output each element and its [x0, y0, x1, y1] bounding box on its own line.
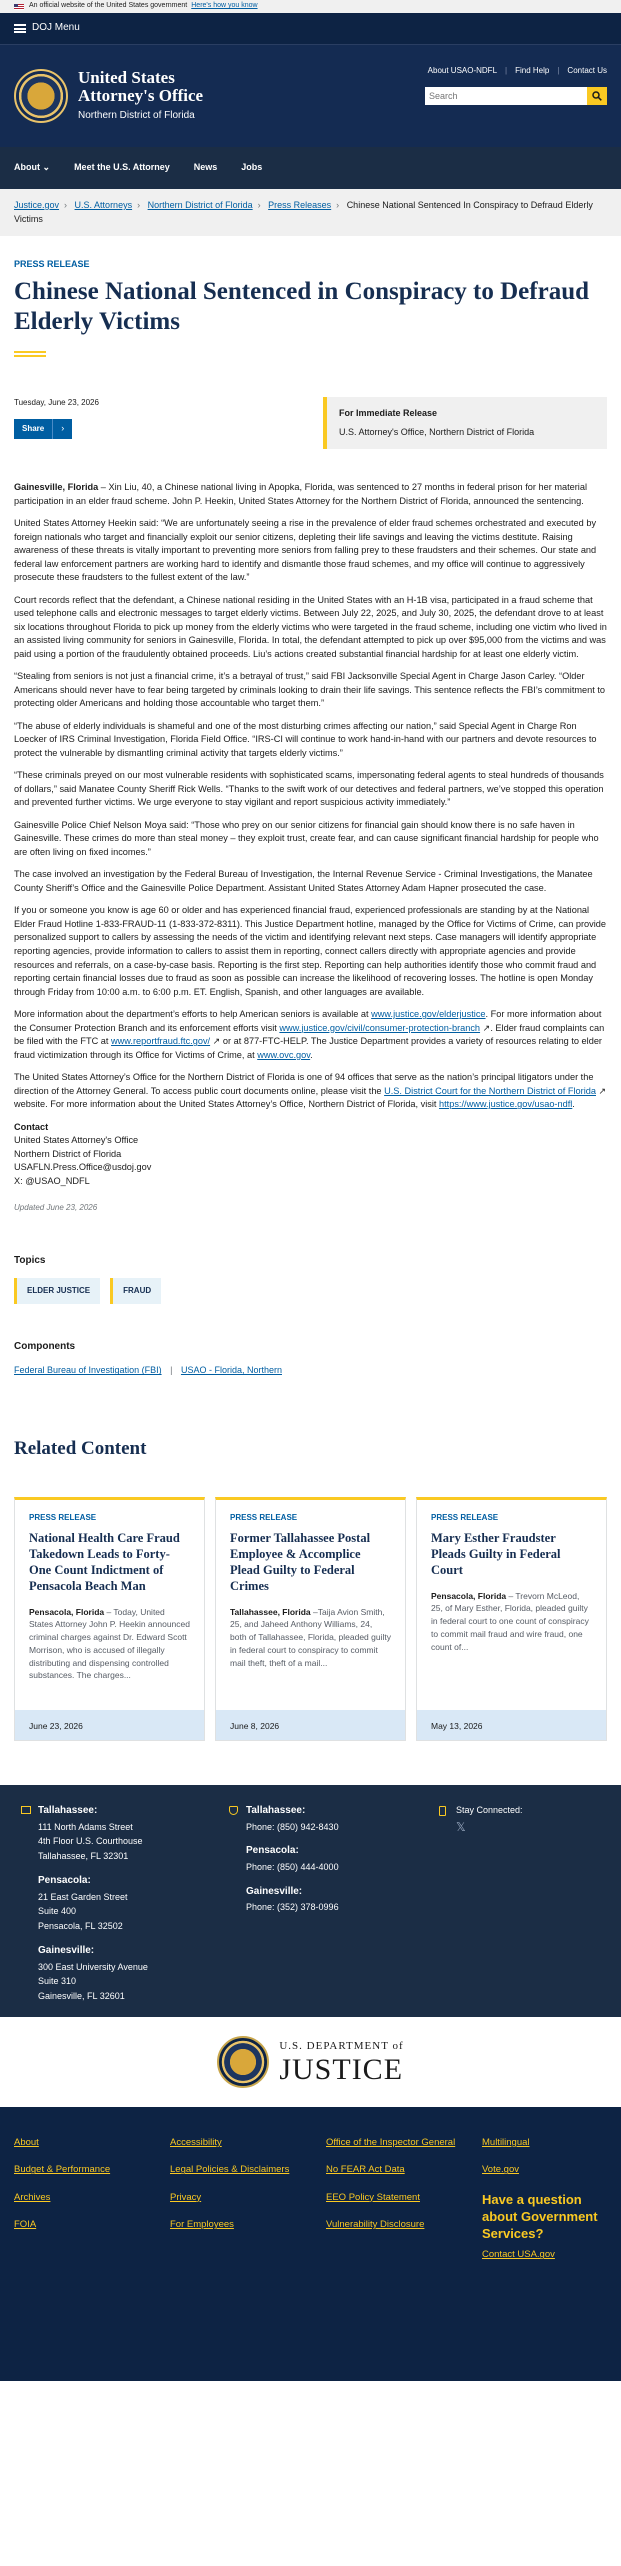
breadcrumb-separator: ›: [257, 200, 261, 210]
site-title-line1: United States: [78, 67, 175, 87]
find-help-link[interactable]: Find Help: [515, 66, 550, 75]
phone-icon: [229, 1806, 238, 1815]
article-paragraph: “Stealing from seniors is not just a financial crime, it’s a betrayal of trust,” said FBI Jacksonville Special Agent in Charge Jason Carley. “Older Americans should never have to fear being targeted by criminals looking to drain their life savings. This sentence reflects the FBI’s commitment to protecting older Americans and holding those accountable who target them.”: [14, 671, 606, 709]
footer-link-legal[interactable]: Legal Policies & Disclaimers: [170, 2164, 290, 2176]
elderjustice-link[interactable]: www.justice.gov/elderjustice: [371, 1009, 486, 1020]
doj-seal-icon[interactable]: [217, 2036, 269, 2088]
footer-address-line: Gainesville, FL 32601: [38, 1991, 125, 2002]
footer-city: Gainesville:: [38, 1945, 95, 1957]
footer-address-line: 4th Floor U.S. Courthouse: [38, 1836, 143, 1847]
search-form: [425, 87, 607, 105]
breadcrumb-separator: ›: [336, 200, 340, 210]
breadcrumb-justice[interactable]: Justice.gov: [14, 200, 60, 210]
components-list: [14, 1364, 607, 1377]
release-office: U.S. Attorney's Office, Northern District of Florida: [339, 427, 535, 438]
card-excerpt: Pensacola, Florida – Today, United States Attorney John P. Heekin announced criminal charges against Dr. Edward Scott Morrison, who is accused of illegally distributing and dispensing controlled substances. The charges...: [29, 1606, 190, 1681]
contact-block: [14, 1121, 607, 1189]
card-excerpt: Pensacola, Florida – Trevorn McLeod, 25, of Mary Esther, Florida, pleaded guilty in federal court to one count of conspiracy to commit mail fraud and wire fraud, one count of...: [431, 1590, 589, 1652]
mobile-icon: [439, 1806, 446, 1816]
footer-address-line: 300 East University Avenue: [38, 1961, 148, 1972]
contact-line: Northern District of Florida: [14, 1148, 122, 1159]
footer-link-employees[interactable]: For Employees: [170, 2219, 234, 2231]
card-date: June 8, 2026: [216, 1710, 405, 1740]
doj-wordmark-line2: JUSTICE: [279, 2053, 404, 2086]
footer-link-budget[interactable]: Budget & Performance: [14, 2164, 111, 2176]
chevron-right-icon[interactable]: ›: [52, 419, 72, 439]
footer-links-col3: [326, 2137, 456, 2246]
card-kicker: PRESS RELEASE: [29, 1513, 97, 1523]
nav-about[interactable]: About ⌄: [14, 162, 51, 173]
component-fbi-link[interactable]: Federal Bureau of Investigation (FBI): [14, 1365, 162, 1376]
article-kicker: PRESS RELEASE: [14, 259, 90, 269]
topics-heading: Topics: [14, 1254, 46, 1266]
breadcrumb-us-attorneys[interactable]: U.S. Attorneys: [74, 200, 133, 210]
doj-menu-bar[interactable]: [0, 13, 621, 45]
footer-links-col1: [14, 2137, 110, 2246]
site-title[interactable]: [78, 69, 203, 124]
stay-connected-label: Stay Connected:: [456, 1805, 523, 1816]
article-paragraph: United States Attorney Heekin said: “We are unfortunately seeing a rise in the prevalence of elder fraud schemes orchestrated and executed by foreign nationals who target and financially exploit our senior citizens, depleting their life savings and leaving the victims destitute. Raising awareness of these threats is vitally important to preventing more seniors from falling prey to these fraudsters and their schemes. Our state and federal law enforcement partners are working hard to identify and dismantle those fraud schemes, and my office will continue to aggressively prosecute these fraudsters to the fullest extent of the law.”: [14, 518, 597, 583]
article-paragraph: Gainesville, Florida – Xin Liu, 40, a Chinese national living in Apopka, Florida, was sentenced to 27 months in federal prison for her material participation in an elder fraud scheme. John P. Heekin, United States Attorney for the Northern District of Florida, announced the sentencing.: [14, 482, 587, 506]
card-kicker: PRESS RELEASE: [230, 1513, 298, 1523]
article-paragraph: More information about the department’s efforts to help American seniors is available at www.justice.gov/elderjustice. For more information about the Consumer Protection Branch and its enforcement efforts visit www.justice.gov/civil/consumer-protection-branch ↗. Elder fraud complaints can be filed with the FTC at www.reportfraud.ftc.gov/ ↗ or at 877-FTC-HELP. The Justice Department provides a variety of resources relating to elder fraud victimization through its Office for Victims of Crime, at www.ovc.gov.: [14, 1009, 605, 1060]
site-title-line2: Attorney's Office: [78, 86, 204, 106]
mail-icon: [21, 1806, 31, 1814]
search-icon: [592, 91, 602, 101]
page-title: Chinese National Sentenced in Conspiracy to Defraud Elderly Victims: [14, 278, 590, 336]
article-paragraph: “These criminals preyed on our most vulnerable residents with sophisticated scams, impersonating federal agents to steal hundreds of thousands of dollars,” said Manatee County Sheriff Rick Wells. “Thanks to the swift work of our detectives and federal partners, we’ve stopped this operation and prevented further victims. We urge everyone to stay vigilant and report suspicious activity immediately.”: [14, 770, 604, 808]
external-link-icon: ↗: [480, 1022, 491, 1033]
footer-phone[interactable]: Phone: (850) 942-8430: [246, 1821, 339, 1832]
footer-link-foia[interactable]: FOIA: [14, 2219, 37, 2231]
breadcrumb-press-releases[interactable]: Press Releases: [268, 200, 332, 210]
topic-tag-fraud[interactable]: FRAUD: [110, 1278, 161, 1304]
footer-links-col4: [482, 2137, 612, 2262]
footer-link-eeo[interactable]: EEO Policy Statement: [326, 2191, 420, 2203]
chevron-down-icon: ⌄: [42, 162, 51, 173]
nav-jobs[interactable]: Jobs: [241, 162, 263, 173]
question-heading: Have a question about Government Services?: [482, 2191, 598, 2241]
date-share-block: [14, 397, 607, 449]
component-usao-link[interactable]: USAO - Florida, Northern: [180, 1365, 282, 1376]
card-title[interactable]: Former Tallahassee Postal Employee & Accomplice Plead Guilty to Federal Crimes: [230, 1530, 371, 1593]
site-title-district: Northern District of Florida: [78, 109, 195, 121]
footer-addresses: [38, 1803, 148, 2004]
divider: |: [170, 1365, 173, 1376]
footer-address-line: Tallahassee, FL 32301: [38, 1851, 129, 1862]
divider: |: [505, 66, 508, 75]
updated-date: Updated June 23, 2026: [14, 1203, 98, 1213]
footer-link-multilingual[interactable]: Multilingual: [482, 2137, 530, 2149]
divider: |: [557, 66, 560, 75]
footer-city: Pensacola:: [38, 1875, 91, 1887]
footer-phones: [246, 1803, 339, 1915]
footer-phone[interactable]: Phone: (850) 444-4000: [246, 1861, 339, 1872]
dateline: Gainesville, Florida: [14, 482, 99, 493]
footer-link-oig[interactable]: Office of the Inspector General: [326, 2137, 456, 2149]
footer-city: Tallahassee:: [246, 1805, 306, 1817]
bottom-footer: [0, 2107, 621, 2381]
breadcrumb: [0, 189, 621, 236]
consumer-protection-link[interactable]: www.justice.gov/civil/consumer-protection-branch: [279, 1022, 481, 1033]
topic-tag-elder-justice[interactable]: ELDER JUSTICE: [14, 1278, 100, 1304]
article-paragraph: Court records reflect that the defendant, a Chinese national residing in the United States with an H-1B visa, participated in a fraud scheme that used telephone calls and electronic messages to target elderly victims. Between July 22, 2025, and July 30, 2025, the defendant drove to at least six locations throughout Florida to pick up money from the elderly victims who were targeted in the fraud scheme, including one victim who lived in an assisted living community for seniors in Gainesville, Florida. In total, the defendant attempted to pick up over $95,000 from the victims and was paid using a portion of the fraudulently obtained proceeds. Liu’s actions created substantial financial hardship for at least one elderly victim.: [14, 594, 607, 659]
nav-news[interactable]: News: [193, 162, 218, 173]
share-widget: [14, 419, 99, 439]
topic-tags: [14, 1278, 607, 1304]
site-header: [0, 45, 621, 147]
release-heading: For Immediate Release: [339, 408, 438, 419]
doj-menu-label[interactable]: DOJ Menu: [32, 22, 80, 34]
article-body: [14, 481, 607, 1214]
breadcrumb-current: Chinese National Sentenced In Conspiracy to Defraud Elderly Victims: [14, 200, 593, 224]
footer-social: [456, 1803, 523, 1838]
footer-city: Tallahassee:: [38, 1805, 98, 1817]
card-title[interactable]: National Health Care Fraud Takedown Leads to Forty-One Count Indictment of Pensacola Beach Man: [29, 1530, 180, 1593]
card-excerpt: Tallahassee, Florida –Taija Avion Smith, 25, and Jaheed Anthony Williams, 24, both of Tallahassee, Florida, pleaded guilty in federal court to conspiracy to commit mail theft, theft of a mail...: [230, 1606, 391, 1668]
contact-heading: Contact: [14, 1121, 49, 1132]
article-paragraph: The United States Attorney’s Office for the Northern District of Florida is one of 94 offices that serve as the nation’s principal litigators under the direction of the Attorney General. To access public court documents online, please visit the U.S. District Court for the Northern District of Florida ↗ website. For more information about the United States Attorney’s Office, Northern District of Florida, visit https://www.justice.gov/usao-ndfl.: [14, 1072, 607, 1110]
footer-address-line: Suite 310: [38, 1976, 77, 1987]
card-title[interactable]: Mary Esther Fraudster Pleads Guilty in Federal Court: [431, 1530, 561, 1577]
article-paragraph: The case involved an investigation by the Federal Bureau of Investigation, the Internal Revenue Service - Criminal Investigations, the Manatee County Sheriff’s Office and the Gainesville Police Department. Assistant United States Attorney Adam Hapner prosecuted the case.: [14, 869, 593, 893]
related-heading: Related Content: [14, 1438, 147, 1460]
breadcrumb-district[interactable]: Northern District of Florida: [147, 200, 253, 210]
doj-wordmark[interactable]: [279, 2039, 403, 2085]
hamburger-icon[interactable]: [14, 24, 26, 33]
release-box: [323, 397, 607, 449]
contact-usa-link[interactable]: Contact USA.gov: [482, 2249, 555, 2261]
title-rule: [14, 351, 46, 357]
card-date: June 23, 2026: [15, 1710, 204, 1740]
main-content: [0, 258, 621, 1741]
footer-address-line: Suite 400: [38, 1906, 77, 1917]
components-heading: Components: [14, 1340, 76, 1352]
footer-address-line: 21 East Garden Street: [38, 1891, 128, 1902]
footer-address-line: 111 North Adams Street: [38, 1821, 133, 1832]
main-nav: [0, 147, 621, 189]
gov-banner-text: An official website of the United States government: [29, 2, 188, 10]
article-paragraph: “The abuse of elderly individuals is shameful and one of the most disturbing crimes affecting our nation,” said Special Agent in Charge Ron Loecker of IRS Criminal Investigation, Florida Field Office. “IRS-CI will continue to work hand-in-hand with our partners and devote resources to protect the vulnerable by dismantling criminal activity that targets elderly victims.”: [14, 720, 597, 758]
doj-logo-row: [0, 2017, 621, 2107]
footer-link-privacy[interactable]: Privacy: [170, 2191, 202, 2203]
gov-banner: [0, 0, 621, 13]
heres-how-link[interactable]: Here's how you know: [191, 2, 258, 10]
related-card[interactable]: [416, 1497, 607, 1741]
footer-link-no-fear[interactable]: No FEAR Act Data: [326, 2164, 405, 2176]
contact-line: United States Attorney's Office: [14, 1135, 139, 1146]
related-card[interactable]: [215, 1497, 406, 1741]
footer-city: Gainesville:: [246, 1885, 303, 1897]
card-kicker: PRESS RELEASE: [431, 1513, 499, 1523]
doj-wordmark-line1: U.S. DEPARTMENT of: [279, 2040, 404, 2053]
card-date: May 13, 2026: [417, 1710, 606, 1740]
footer-city: Pensacola:: [246, 1845, 299, 1857]
footer-link-about[interactable]: About: [14, 2137, 39, 2149]
footer-address-line: Pensacola, FL 32502: [38, 1921, 123, 1932]
header-links: [428, 65, 607, 77]
search-input[interactable]: [425, 87, 587, 105]
us-flag-icon: [14, 4, 24, 10]
related-card[interactable]: [14, 1497, 205, 1741]
district-court-link[interactable]: U.S. District Court for the Northern District of Florida: [384, 1085, 596, 1096]
footer-link-accessibility[interactable]: Accessibility: [170, 2137, 222, 2149]
footer-phone[interactable]: Phone: (352) 378-0996: [246, 1902, 339, 1913]
breadcrumb-separator: ›: [137, 200, 141, 210]
nav-meet-us-attorney[interactable]: Meet the U.S. Attorney: [74, 162, 170, 173]
external-link-icon: ↗: [210, 1036, 221, 1047]
footer-links-col2: [170, 2137, 289, 2246]
footer-link-vote[interactable]: Vote.gov: [482, 2164, 519, 2176]
office-footer: [0, 1785, 621, 2017]
search-button[interactable]: [587, 87, 607, 105]
usao-ndfl-link[interactable]: https://www.justice.gov/usao-ndfl: [439, 1099, 573, 1110]
x-social-icon[interactable]: 𝕏: [456, 1819, 466, 1834]
contact-x-handle: X: @USAO_NDFL: [14, 1175, 90, 1186]
footer-link-archives[interactable]: Archives: [14, 2191, 51, 2203]
breadcrumb-separator: ›: [64, 200, 68, 210]
footer-link-vulnerability[interactable]: Vulnerability Disclosure: [326, 2219, 425, 2231]
external-link-icon: ↗: [595, 1085, 607, 1096]
about-usao-link[interactable]: About USAO-NDFL: [427, 66, 498, 75]
doj-seal-icon[interactable]: [14, 69, 68, 123]
reportfraud-link[interactable]: www.reportfraud.ftc.gov/: [111, 1036, 211, 1047]
related-cards: [14, 1497, 607, 1741]
ovc-link[interactable]: www.ovc.gov: [257, 1049, 311, 1060]
article-date: Tuesday, June 23, 2026: [14, 398, 99, 408]
article-paragraph: Gainesville Police Chief Nelson Moya said: “Those who prey on our senior citizens for financial gain should know there is no safe haven in Gainesville. These crimes do more than steal money – they exploit trust, create fear, and can cause significant financial hardship for people who are often living on fixed incomes.”: [14, 819, 599, 857]
contact-email[interactable]: USAFLN.Press.Office@usdoj.gov: [14, 1162, 152, 1173]
article-paragraph: If you or someone you know is age 60 or older and has experienced financial fraud, experienced professionals are standing by at the National Elder Fraud Hotline 1-833-FRAUD-11 (1-833-372-8311). This Justice Department hotline, managed by the Office for Victims of Crime, can provide personalized support to callers by assessing the needs of the victim and identifying relevant next steps. Case managers will identify appropriate reporting agencies, provide information to callers to assist them in reporting, connect callers directly with appropriate agencies and provide resources and referrals, on a case-by-case basis. Reporting is the first step. Reporting can help authorities identify those who commit fraud and reporting certain financial losses due to fraud as soon as possible can increase the likelihood of recovering losses. The hotline is open Monday through Friday from 10:00 a.m. to 6:00 p.m. ET. English, Spanish, and other languages are available.: [14, 905, 607, 997]
share-button[interactable]: Share: [14, 419, 52, 439]
contact-us-link[interactable]: Contact Us: [567, 66, 607, 75]
